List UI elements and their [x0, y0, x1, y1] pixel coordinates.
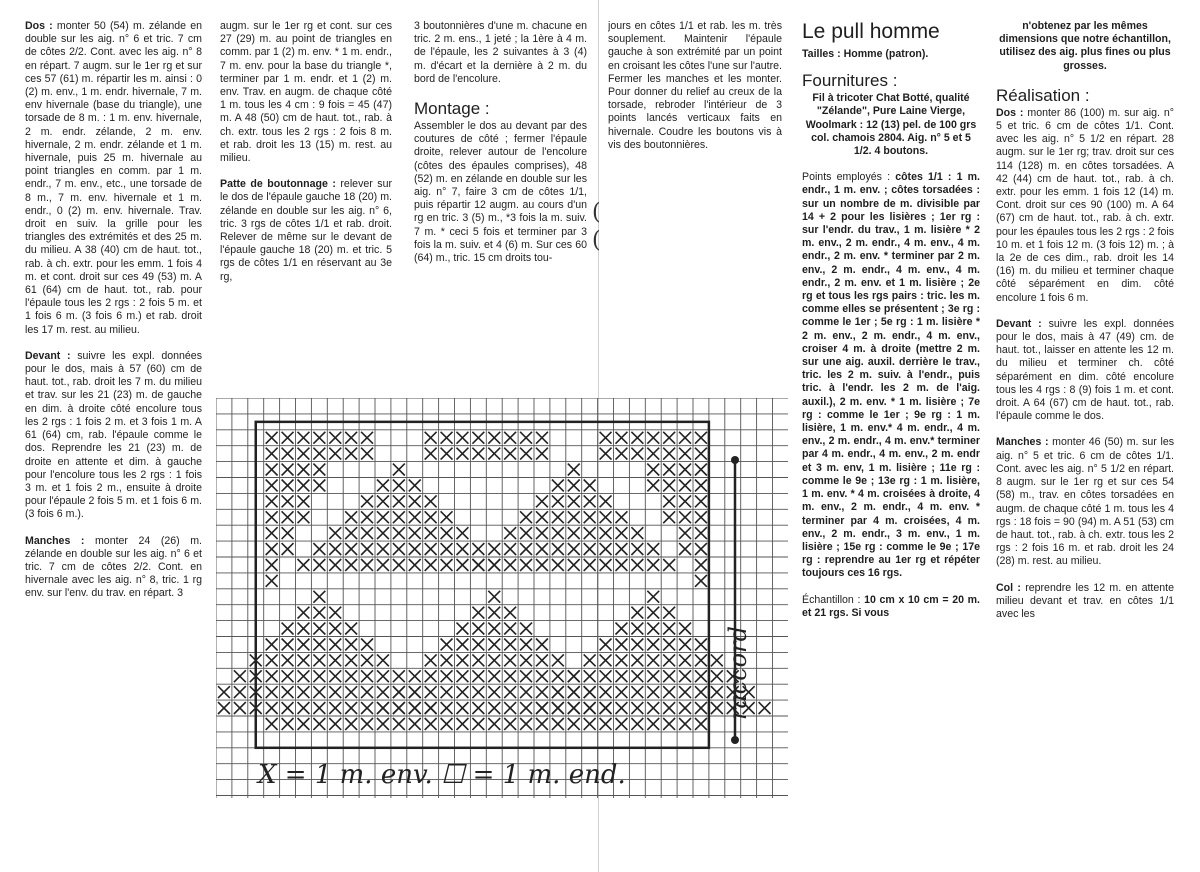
column-5 [802, 20, 980, 850]
tailles-text: Tailles : Homme (patron). [802, 48, 929, 60]
r-dos-paragraph [996, 107, 1174, 305]
devant-paragraph [25, 350, 202, 522]
col6-intro: n'obtenez par les mêmes dimensions que notre échantillon, utilisez des aig. plus fines ou plus grosses. [999, 20, 1171, 72]
echantillon-paragraph [802, 594, 980, 620]
column-1 [25, 20, 202, 850]
column-6 [996, 20, 1174, 850]
manches-label: Manches : [25, 534, 85, 547]
column-3 [414, 20, 587, 365]
r-manches-text: monter 46 (50) m. sur les aig. n° 5 et tric. 6 cm de côtes 1/1. Cont. avec les aig. n° 5 1/2 en répart. 8 augm. sur le 1er rg et sur ces 54 (58) m., trav. en côtes torsadées en augm. de chaque côté 1 m. tous les 4 rgs : 18 fois = 90 (94) m. A 51 (53) cm de haut. tot., rab. à ch. extr. tous les 2 rgs : 2 fois 16 m. et rab. droit les 24 (28) m. rest. au milieu. [996, 436, 1174, 568]
points-text: côtes 1/1 : 1 m. endr., 1 m. env. ; côtes torsadées : sur un nombre de m. divisible par 14 + 2 pour les lisières ; 1er rg : sur l'endr. du trav., 1 m. lisière * 2 m. env., 2 m. endr., 4 m. env., 4 m. endr., 2 m. env. * terminer par 2 m. env., 2 m. endr., 4 m. env., 4 m. endr., 2 m. env. et 1 m. lisière ; 2e rg et tous les rgs pairs : tric. les m. comme elles se présentent ; 3e rg : comme le 1er ; 5e rg : 1 m. lisière * 2 m. env., 2 m. endr., 4 m. env., croiser 4 m. à droite (mettre 2 m. sur une aig. auxil. derrière le trav., tric. les 2 m. suiv. à l'endr., puis tric. à l'endr. les 2 m. de l'aig. auxil.), 2 m. env. * 1 m. lisière ; 7e rg : comme le 1er ; 9e rg : 1 m. lisière, 1 m. env.* 4 m. endr., 4 m. env., 2 m. endr., 4 m. env.* terminer par 4 m. endr., 4 m. env., 2 m. endr et 3 m. env, 1 m. lisière ; 11e rg : comme le 9e ; 13e rg : 1 m. lisière, 1 m. env. * 4 m. croisées à droite, 4 m. env., 2 m. endr., 4 m. env. * terminer par 4 m. croisées, 4 m. env., 2 m. endr., 3 m. env., 1 m. lisière ; 15e rg : comme le 9e ; 17e rg : reprendre au 1er rg et répéter toujours ces 16 rgs. [802, 171, 980, 580]
pattern-title: Le pull homme [802, 20, 940, 43]
devant-text: suivre les expl. données pour le dos, mais à 57 (60) cm de haut. tot., rab. droit les 7 m. du milieu et trav. sur les 21 (23) m. de gauche en dim. à droite côté encolure tous les 2 rgs : 1 fois 2 m. et 3 fois 1 m. A 61 (64) cm, rab. l'épaule comme le dos. Reprendre les 21 (23) m. de droite en attente et dim. à gauche pour l'encolure tous les 2 rgs : 1 fois 3 m. et 1 fois 2 m., ensuite à droite pour l'épaule 2 fois 5 m. et 1 fois 6 m. (3 fois 6 m.). [25, 349, 202, 521]
r-manches-label: Manches : [996, 436, 1049, 449]
r-col-paragraph [996, 582, 1174, 622]
patte-text: relever sur le dos de l'épaule gauche 18 (20) m. zélande en double sur les aig. n° 6, tric. 3 rgs de côtes 1/1 et rab. droit. Relever de même sur le devant de l'épaule gauche 18 (20) m. et tric. 5 rgs de côtes 1/1 en réservant au 3e rg, [220, 178, 392, 283]
echantillon-label: Échantillon : [802, 593, 861, 606]
r-devant-paragraph [996, 318, 1174, 424]
bracket-mark: ( [592, 228, 601, 253]
points-paragraph [802, 171, 980, 580]
col3-intro: 3 boutonnières d'une m. chacune en tric. 2 m. ens., 1 jeté ; la 1ère à 4 m. de l'épaule, les 2 suivantes à 3 (4) m. d'écart et la dernière à 2 m. du bord de l'encolure. [414, 20, 587, 85]
devant-label: Devant : [25, 349, 71, 362]
chart-legend: X = 1 m. env. ☐ = 1 m. end. [258, 760, 626, 790]
montage-text: Assembler le dos au devant par des coutures de côté ; fermer l'épaule droite, relever autour de l'encolure (côtes des épaules comprises), 48 (52) m. en zélande en double sur les aig. n° 7, faire 3 cm de côtes 1/1, puis répartir 12 augm. au cours d'un rg en tric. 3 (5) m., *3 fois la m. suiv. 7 m. * ceci 5 fois et terminer par 3 fois la m. suiv. et 4 (6) m. Sur ces 60 (64) m., tric. 15 cm droits tou- [414, 120, 587, 265]
fournitures-title: Fournitures : [802, 71, 898, 91]
dos-text: monter 50 (54) m. zélande en double sur les aig. n° 6 et tric. 7 cm de côtes 2/2. Cont. avec les aig. n° 8 en répart. 7 augm. sur le 1er rg et sur ces 57 (61) m. répartir les m. ainsi : 0 (2) m. env., 1 m. endr. hivernale, 7 m. env hivernale (base du triangle), une torsade de 8 m. : 1 m. env. hivernale, 2 m. endr. zélande, 2 m. env. hivernale, 2 m. endr. zélande et 1 m. hivernale, puis 25 m. hivernale au point triangles en comm. par 1 m. endr., 7 m. env., etc., une torsade de 8 m., 7 m. env. hivernale et 1 m. endr., 0 (2) m. env. hivernale. Trav. droit en suiv. la grille pour les triangles des extrémités et des 25 m. du milieu. A 38 (40) cm de haut. tot., rab. à ch. extr. pour les emm. 1 fois 4 m. et cont. droit sur ces 49 (53) m. A 61 (64) cm de haut. tot., rab. pour l'épaule tous les 2 rgs : 2 fois 5 m. et 1 fois 6 m. (3 fois 6 m.) et rab. droit les 17 m. rest. au milieu. [25, 20, 202, 336]
r-devant-label: Devant : [996, 317, 1042, 330]
dos-label: Dos : [25, 20, 53, 32]
r-col-text: reprendre les 12 m. en attente milieu devant et trav. en côtes 1/1 avec les [996, 581, 1174, 620]
grid-lines [216, 398, 788, 798]
knitting-grid-chart [216, 398, 788, 798]
r-dos-text: monter 86 (100) m. sur aig. n° 5 et tric. 6 cm de côtes 1/1. Cont. avec les aig. n° 5 1/2 en répart. 28 augm. sur le 1er rg; trav. droit sur ces 114 (128) m. en côtes torsadées. A 42 (44) cm de haut. tot., rab. à ch. extr. pour les emm. 1 fois 12 (14) m. Cont. droit sur ces 90 (100) m. A 64 (67) cm de haut. tot., rab. à ch. extr. pour les épaules tous les 2 rgs : 2 fois 10 m. et 1 fois 12 m. (3 fois 12) m. ; à la 2e de ces dim., rab. droit les 14 (16) m. du milieu et terminer chaque côté séparément en dim. côté encolure 1 fois 6 m. [996, 106, 1174, 304]
chart-frame [256, 422, 739, 748]
cross-marks [216, 432, 771, 730]
patte-paragraph [220, 178, 392, 284]
r-dos-label: Dos : [996, 106, 1024, 119]
r-manches-paragraph [996, 436, 1174, 568]
column-2 [220, 20, 392, 365]
manches-text: monter 24 (26) m. zélande en double sur les aig. n° 6 et tric. 7 cm de côtes 2/2. Cont. en hivernale avec les aig. n° 8, tric. 1 rg env. sur l'env. du trav. en répart. 3 [25, 534, 202, 600]
r-devant-text: suivre les expl. données pour le dos, mais à 47 (49) cm. de haut. tot., laisser en attente les 12 m. du milieu et terminer ch. côté séparément en dim. côté encolure tous les 4 rgs : 8 (9) fois 1 m. et cont. droit. A 64 (67) cm de haut. tot., rab. l'épaule comme le dos. [996, 317, 1174, 423]
montage-title: Montage : [414, 99, 490, 119]
column-4 [608, 20, 782, 365]
patte-label: Patte de boutonnage : [220, 178, 336, 191]
bracket-mark: ( [592, 200, 601, 225]
r-col-label: Col : [996, 581, 1021, 594]
echantillon-text: 10 cm x 10 cm = 20 m. et 21 rgs. Si vous [802, 593, 980, 619]
dos-paragraph [25, 20, 202, 337]
raccord-label: raccord [724, 626, 752, 720]
fournitures-text: Fil à tricoter Chat Botté, qualité "Zélande", Pure Laine Vierge, Woolmark : 12 (13) pel. de 100 grs col. chamois 2804. Aig. n° 5 et 5 1/2. 4 boutons. [805, 92, 977, 158]
col2-intro: augm. sur le 1er rg et cont. sur ces 27 (29) m. au point de triangles en comm. par 1 (2) m. env. * 1 m. endr., 7 m. env. pour la base du triangle *, terminer par 1 m. endr. et 1 (2) m. env. Trav. en augm. de chaque côté 1 m. tous les 4 cm : 9 fois = 45 (47) m. A 48 (50) cm de haut. tot., rab. à ch. extr. tous les 2 rgs : 2 fois 8 m. et rab. droit les 13 (15) m. rest. au milieu. [220, 20, 392, 165]
realisation-title: Réalisation : [996, 85, 1090, 105]
manches-paragraph [25, 535, 202, 601]
points-label: Points employés : [802, 171, 891, 184]
col4-text: jours en côtes 1/1 et rab. les m. très souplement. Maintenir l'épaule gauche à son extrémité par un point en croisant les côtes l'une sur l'autre. Fermer les manches et les monter. Pour donner du relief au creux de la torsade, rebroder l'intérieur de 3 points lancés verticaux faits en hivernale. Coudre les boutons vis à vis des boutonnières. [608, 20, 782, 151]
